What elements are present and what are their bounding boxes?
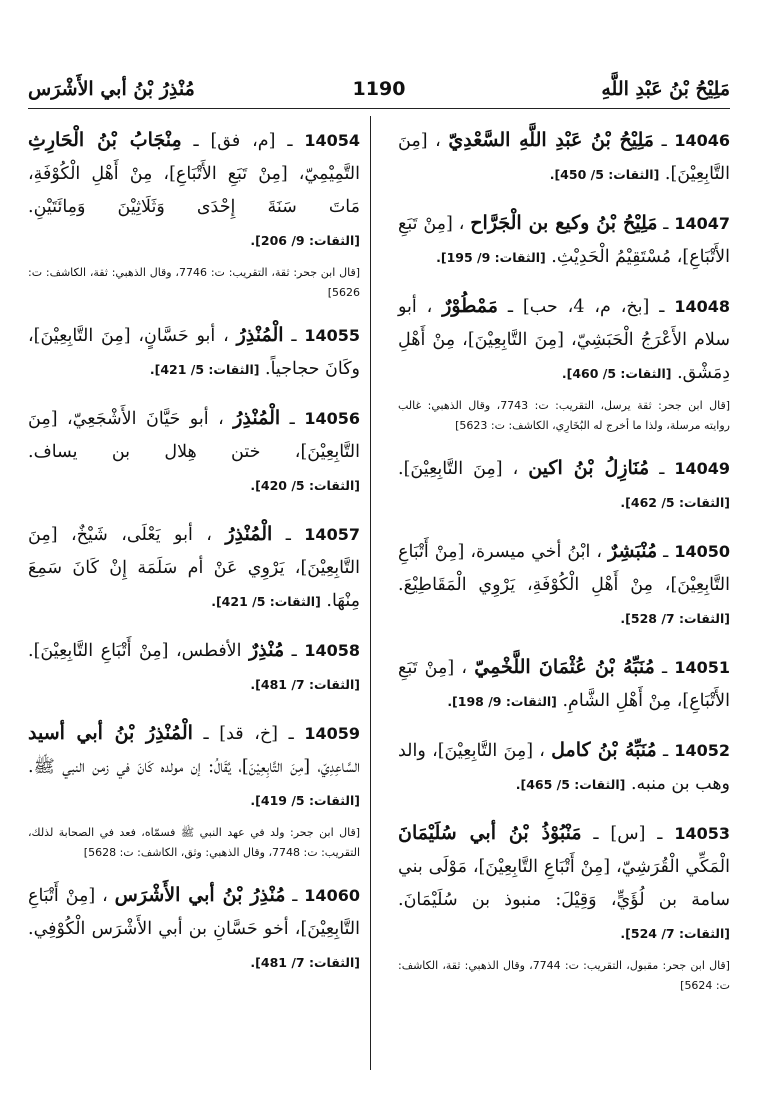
source-reference: [الثقات: 9/ 198].	[447, 694, 557, 709]
biography-entry	[28, 518, 360, 618]
entry-text: 14048 ـ [بخ، م، 4، حب] ـ مَمْطُوْرٌ ، أبو سلام الأَعْرَجُ الْحَبَشِيّ، [مِنَ التَّابِعِيْنَ]، مِنْ أَهْلِ دِمَشْق. [الثقات: 5/ 460].	[398, 295, 730, 383]
entry-body: التَّمِيْمِيّ، [مِنْ تَبَعِ الأَتْبَاعِ]، مِنْ أَهْلِ الْكُوْفَةِ، مَاتَ سَنَةَ إِحْدَى وَثَلَاثِيْنَ وَمِائَتَيْنِ.	[28, 164, 360, 217]
biography-entry	[28, 319, 360, 386]
entry-text: 14059 ـ [خ، قد] ـ الْمُنْذِرُ بْنُ أبي أسيد السَّاعِدِيّ، [مِنَ التَّابِعِيْنَ]، يُقَالُ: إن مولده كَانَ في زمن النبي ﷺ. [الثقات: 5/ 419].	[28, 722, 360, 808]
entry-body: الأفطس، [مِنْ أَتْبَاعِ التَّابِعِيْنَ].	[28, 641, 242, 661]
entry-text: 14055 ـ الْمُنْذِرُ ، أبو حَسَّانٍ، [مِنَ التَّابِعِيْنَ]، وكَانَ حجاجياً. [الثقات: 5/ 421].	[28, 324, 360, 379]
entry-body: ، أبو سلام الأَعْرَجُ الْحَبَشِيّ، [مِنَ التَّابِعِيْنَ]، مِنْ أَهْلِ دِمَشْق.	[398, 297, 730, 383]
entry-number: 14060	[304, 886, 360, 905]
entry-text: 14052 ـ مُنَبِّهُ بْنُ كامل ، [مِنَ التَّابِعِيْنَ]، والد وهب بن منبه. [الثقات: 5/ 465].	[398, 739, 730, 794]
source-reference: [الثقات: 9/ 206].	[250, 233, 360, 248]
biography-entry	[28, 634, 360, 701]
entry-body: السَّاعِدِيّ، [مِنَ التَّابِعِيْنَ]، يُقَالُ: إن مولده كَانَ في زمن النبي ﷺ.	[28, 757, 360, 777]
page-header	[28, 74, 730, 109]
grading-note: [قال ابن جحر: ولد في عهد النبي ﷺ فسمّاه، فعد في الصحابة لذلك، التقريب: ت: 7748، وقال الذهبي: وثق، الكاشف: ت: 5628]	[28, 826, 360, 859]
source-reference: [الثقات: 5/ 465].	[515, 777, 626, 792]
source-reference: [الثقات: 5/ 419].	[250, 793, 360, 808]
entry-number: 14053	[674, 824, 730, 843]
column-divider	[370, 116, 371, 1070]
running-title-right: مَلِيْحُ بْنُ عَبْدِ اللَّهِ	[601, 78, 730, 100]
entry-body: ، [مِنْ تَبَعِ الأَتْبَاعِ]، مِنْ أَهْلِ الشَّامِ.	[398, 658, 730, 711]
grading-note: [قال ابن جحر: مقبول، التقريب: ت: 7744، وقال الذهبي: ثقة، الكاشف: ت: 5624]	[398, 959, 730, 992]
entry-text: 14057 ـ الْمُنْذِرُ ، أبو يَعْلَى، شَيْخٌ، [مِنَ التَّابِعِيْنَ]، يَرْوِي عَنْ أم سَلَمَة إِنْ كَانَ سَمِعَ مِنْهَا. [الثقات: 5/ 421].	[28, 523, 360, 611]
source-reference: [الثقات: 5/ 460].	[561, 366, 672, 381]
biography-entry	[398, 734, 730, 801]
source-reference: [الثقات: 7/ 524].	[620, 926, 730, 941]
entry-body: ، أبو حَيَّانَ الأَشْجَعِيّ، [مِنَ التَّابِعِيْنَ]، ختن هِلال بن يساف.	[28, 409, 360, 462]
narrator-name: مُنْذِرُ بْنُ أبي الأَشْرَس	[114, 884, 286, 906]
narrator-name: مُنَبِّهُ بْنُ كامل	[551, 739, 657, 761]
narrator-name: الْمُنْذِرُ	[233, 407, 281, 429]
biography-entry	[28, 402, 360, 502]
entry-text: 14054 ـ [م، فق] ـ مِنْجَابُ بْنُ الْحَارِثِ التَّمِيْمِيّ، [مِنْ تَبَعِ الأَتْبَاعِ]، مِنْ أَهْلِ الْكُوْفَةِ، مَاتَ سَنَةَ إِحْدَى وَثَلَاثِيْنَ وَمِائَتَيْنِ. [الثقات: 9/ 206].	[28, 129, 360, 248]
grading-note: [قال ابن جحر: ثقة، التقريب: ت: 7746، وقال الذهبي: ثقة، الكاشف: ت: 5626]	[28, 266, 361, 299]
entry-body: ، [مِنَ التَّابِعِيْنَ].	[398, 459, 519, 479]
entry-number: 14048	[674, 297, 730, 316]
source-reference: [الثقات: 5/ 462].	[620, 495, 730, 510]
entry-number: 14050	[674, 542, 730, 561]
narrator-name: مُنَازِلُ بْنُ اكين	[528, 457, 650, 479]
entry-body: ، [مِنَ التَّابِعِيْنَ]، والد وهب بن منبه.	[398, 741, 730, 794]
entry-body: ، [مِنْ أَتْبَاعِ التَّابِعِيْنَ]، أخو حَسَّانِ بن أبي الأَشْرَس الْكُوْفِي.	[28, 886, 360, 939]
entry-text: 14056 ـ الْمُنْذِرُ ، أبو حَيَّانَ الأَشْجَعِيّ، [مِنَ التَّابِعِيْنَ]، ختن هِلال بن يساف. [الثقات: 5/ 420].	[28, 407, 360, 493]
entry-number: 14055	[304, 326, 360, 345]
narrator-name: مُنْبَشِرٌ	[608, 540, 658, 562]
source-reference: [الثقات: 9/ 195].	[436, 250, 546, 265]
entry-number: 14057	[304, 525, 360, 544]
biography-entry	[28, 124, 360, 303]
narrator-name: مَنْبُوْذُ بْنُ أبي سُلَيْمَانَ	[398, 822, 582, 844]
biography-entry	[398, 535, 730, 635]
entry-number: 14058	[304, 641, 360, 660]
biography-entry	[398, 207, 730, 274]
entry-number: 14047	[674, 214, 730, 233]
entry-text: 14049 ـ مُنَازِلُ بْنُ اكين ، [مِنَ التَّابِعِيْنَ]. [الثقات: 5/ 462].	[398, 457, 730, 510]
source-reference: [الثقات: 5/ 420].	[250, 478, 360, 493]
entry-codes: [س]	[610, 824, 646, 844]
entry-text: 14050 ـ مُنْبَشِرٌ ، ابْنُ أخي ميسرة، [مِنْ أَتْبَاعِ التَّابِعِيْنَ]، مِنْ أَهْلِ الْكُوْفَةِ، يَرْوِي الْمَقَاطِيْعَ. [الثقات: 7/ 528].	[398, 540, 730, 626]
running-title-left: مُنْذِرُ بْنُ أبي الأَشْرَس	[28, 78, 195, 100]
narrator-name: مِنْجَابُ بْنُ الْحَارِثِ	[28, 129, 182, 151]
narrator-name: مَمْطُوْرٌ	[442, 295, 498, 317]
narrator-name: مُنْذِرٌ	[249, 639, 285, 661]
entry-body: ، [مِنْ تَبَعِ الأَتْبَاعِ]، مُسْتَقِيْمُ الْحَدِيْثِ.	[398, 214, 730, 267]
entry-codes: [م، فق]	[210, 131, 276, 151]
narrator-name: مَلِيْحُ بْنُ عَبْدِ اللَّهِ السَّعْدِيّ	[448, 129, 654, 151]
entry-body: ، أبو يَعْلَى، شَيْخٌ، [مِنَ التَّابِعِيْنَ]، يَرْوِي عَنْ أم سَلَمَة إِنْ كَانَ سَمِعَ مِنْهَا.	[28, 525, 360, 611]
entry-number: 14051	[674, 658, 730, 677]
entry-number: 14049	[674, 459, 730, 478]
page-number: 1190	[352, 78, 406, 100]
entry-text: 14046 ـ مَلِيْحُ بْنُ عَبْدِ اللَّهِ السَّعْدِيّ ، [مِنَ التَّابِعِيْنَ]. [الثقات: 5/ 450].	[398, 129, 730, 184]
narrator-name: مُنَبِّهُ بْنُ عُثْمَانَ اللَّخْمِيّ	[474, 656, 655, 678]
narrator-name: الْمُنْذِرُ	[225, 523, 273, 545]
entry-body: ، ابْنُ أخي ميسرة، [مِنْ أَتْبَاعِ التَّابِعِيْنَ]، مِنْ أَهْلِ الْكُوْفَةِ، يَرْوِي الْمَقَاطِيْعَ.	[398, 542, 730, 595]
entry-number: 14052	[674, 741, 730, 760]
entry-codes: [خ، قد]	[219, 724, 278, 744]
entry-number: 14059	[304, 724, 360, 743]
biography-entry	[398, 124, 730, 191]
biography-entry	[398, 651, 730, 718]
narrator-name: الْمُنْذِرُ	[236, 324, 284, 346]
source-reference: [الثقات: 7/ 481].	[250, 955, 360, 970]
source-reference: [الثقات: 5/ 450].	[549, 167, 660, 182]
entry-body: ، أبو حَسَّانٍ، [مِنَ التَّابِعِيْنَ]، وكَانَ حجاجياً.	[28, 326, 360, 379]
biography-entry	[398, 290, 730, 436]
source-reference: [الثقات: 5/ 421].	[211, 594, 321, 609]
biography-entry	[28, 879, 360, 979]
biography-entry	[398, 452, 730, 519]
narrator-name: مَلِيْحُ بْنُ وكيع بن الْجَرَّاح	[470, 212, 658, 234]
entry-number: 14046	[674, 131, 730, 150]
narrator-name: الْمُنْذِرُ بْنُ أبي أسيد	[28, 722, 193, 744]
entry-text: 14060 ـ مُنْذِرُ بْنُ أبي الأَشْرَس ، [مِنْ أَتْبَاعِ التَّابِعِيْنَ]، أخو حَسَّانِ بن أبي الأَشْرَس الْكُوْفِي. [الثقات: 7/ 481].	[28, 884, 360, 970]
grading-note: [قال ابن جحر: ثقة يرسل، التقريب: ت: 7743، وقال الذهبي: غالب روايته مرسلة، ولذا ما أخرج له البُخَارِي، الكاشف: ت: 5623]	[398, 399, 730, 432]
biography-entry	[28, 717, 360, 863]
entry-text: 14051 ـ مُنَبِّهُ بْنُ عُثْمَانَ اللَّخْمِيّ ، [مِنْ تَبَعِ الأَتْبَاعِ]، مِنْ أَهْلِ الشَّامِ. [الثقات: 9/ 198].	[398, 656, 730, 711]
right-column	[398, 124, 730, 1012]
source-reference: [الثقات: 5/ 421].	[149, 362, 260, 377]
entry-text: 14058 ـ مُنْذِرٌ الأفطس، [مِنْ أَتْبَاعِ التَّابِعِيْنَ]. [الثقات: 7/ 481].	[28, 639, 360, 692]
entry-body: الْمَكِّي الْقُرَشِيّ، [مِنْ أَتْبَاعِ التَّابِعِيْنَ]، مَوْلَى بني سامة بن لُؤَيٍّ، وَقِيْلَ: منبوذ بن سُلَيْمَانَ.	[398, 857, 730, 910]
entry-number: 14054	[304, 131, 360, 150]
source-reference: [الثقات: 7/ 481].	[250, 677, 360, 692]
entry-body: ، [مِنَ التَّابِعِيْنَ].	[398, 131, 730, 184]
left-column	[28, 124, 360, 995]
entry-codes: [بخ، م، 4، حب]	[522, 297, 650, 317]
entry-text: 14047 ـ مَلِيْحُ بْنُ وكيع بن الْجَرَّاح ، [مِنْ تَبَعِ الأَتْبَاعِ]، مُسْتَقِيْمُ الْحَدِيْثِ. [الثقات: 9/ 195].	[398, 212, 730, 267]
entry-number: 14056	[304, 409, 360, 428]
source-reference: [الثقات: 7/ 528].	[620, 611, 730, 626]
entry-text: 14053 ـ [س] ـ مَنْبُوْذُ بْنُ أبي سُلَيْمَانَ الْمَكِّي الْقُرَشِيّ، [مِنْ أَتْبَاعِ التَّابِعِيْنَ]، مَوْلَى بني سامة بن لُؤَيٍّ، وَقِيْلَ: منبوذ بن سُلَيْمَانَ. [الثقات: 7/ 524].	[398, 822, 730, 941]
biography-entry	[398, 817, 730, 996]
